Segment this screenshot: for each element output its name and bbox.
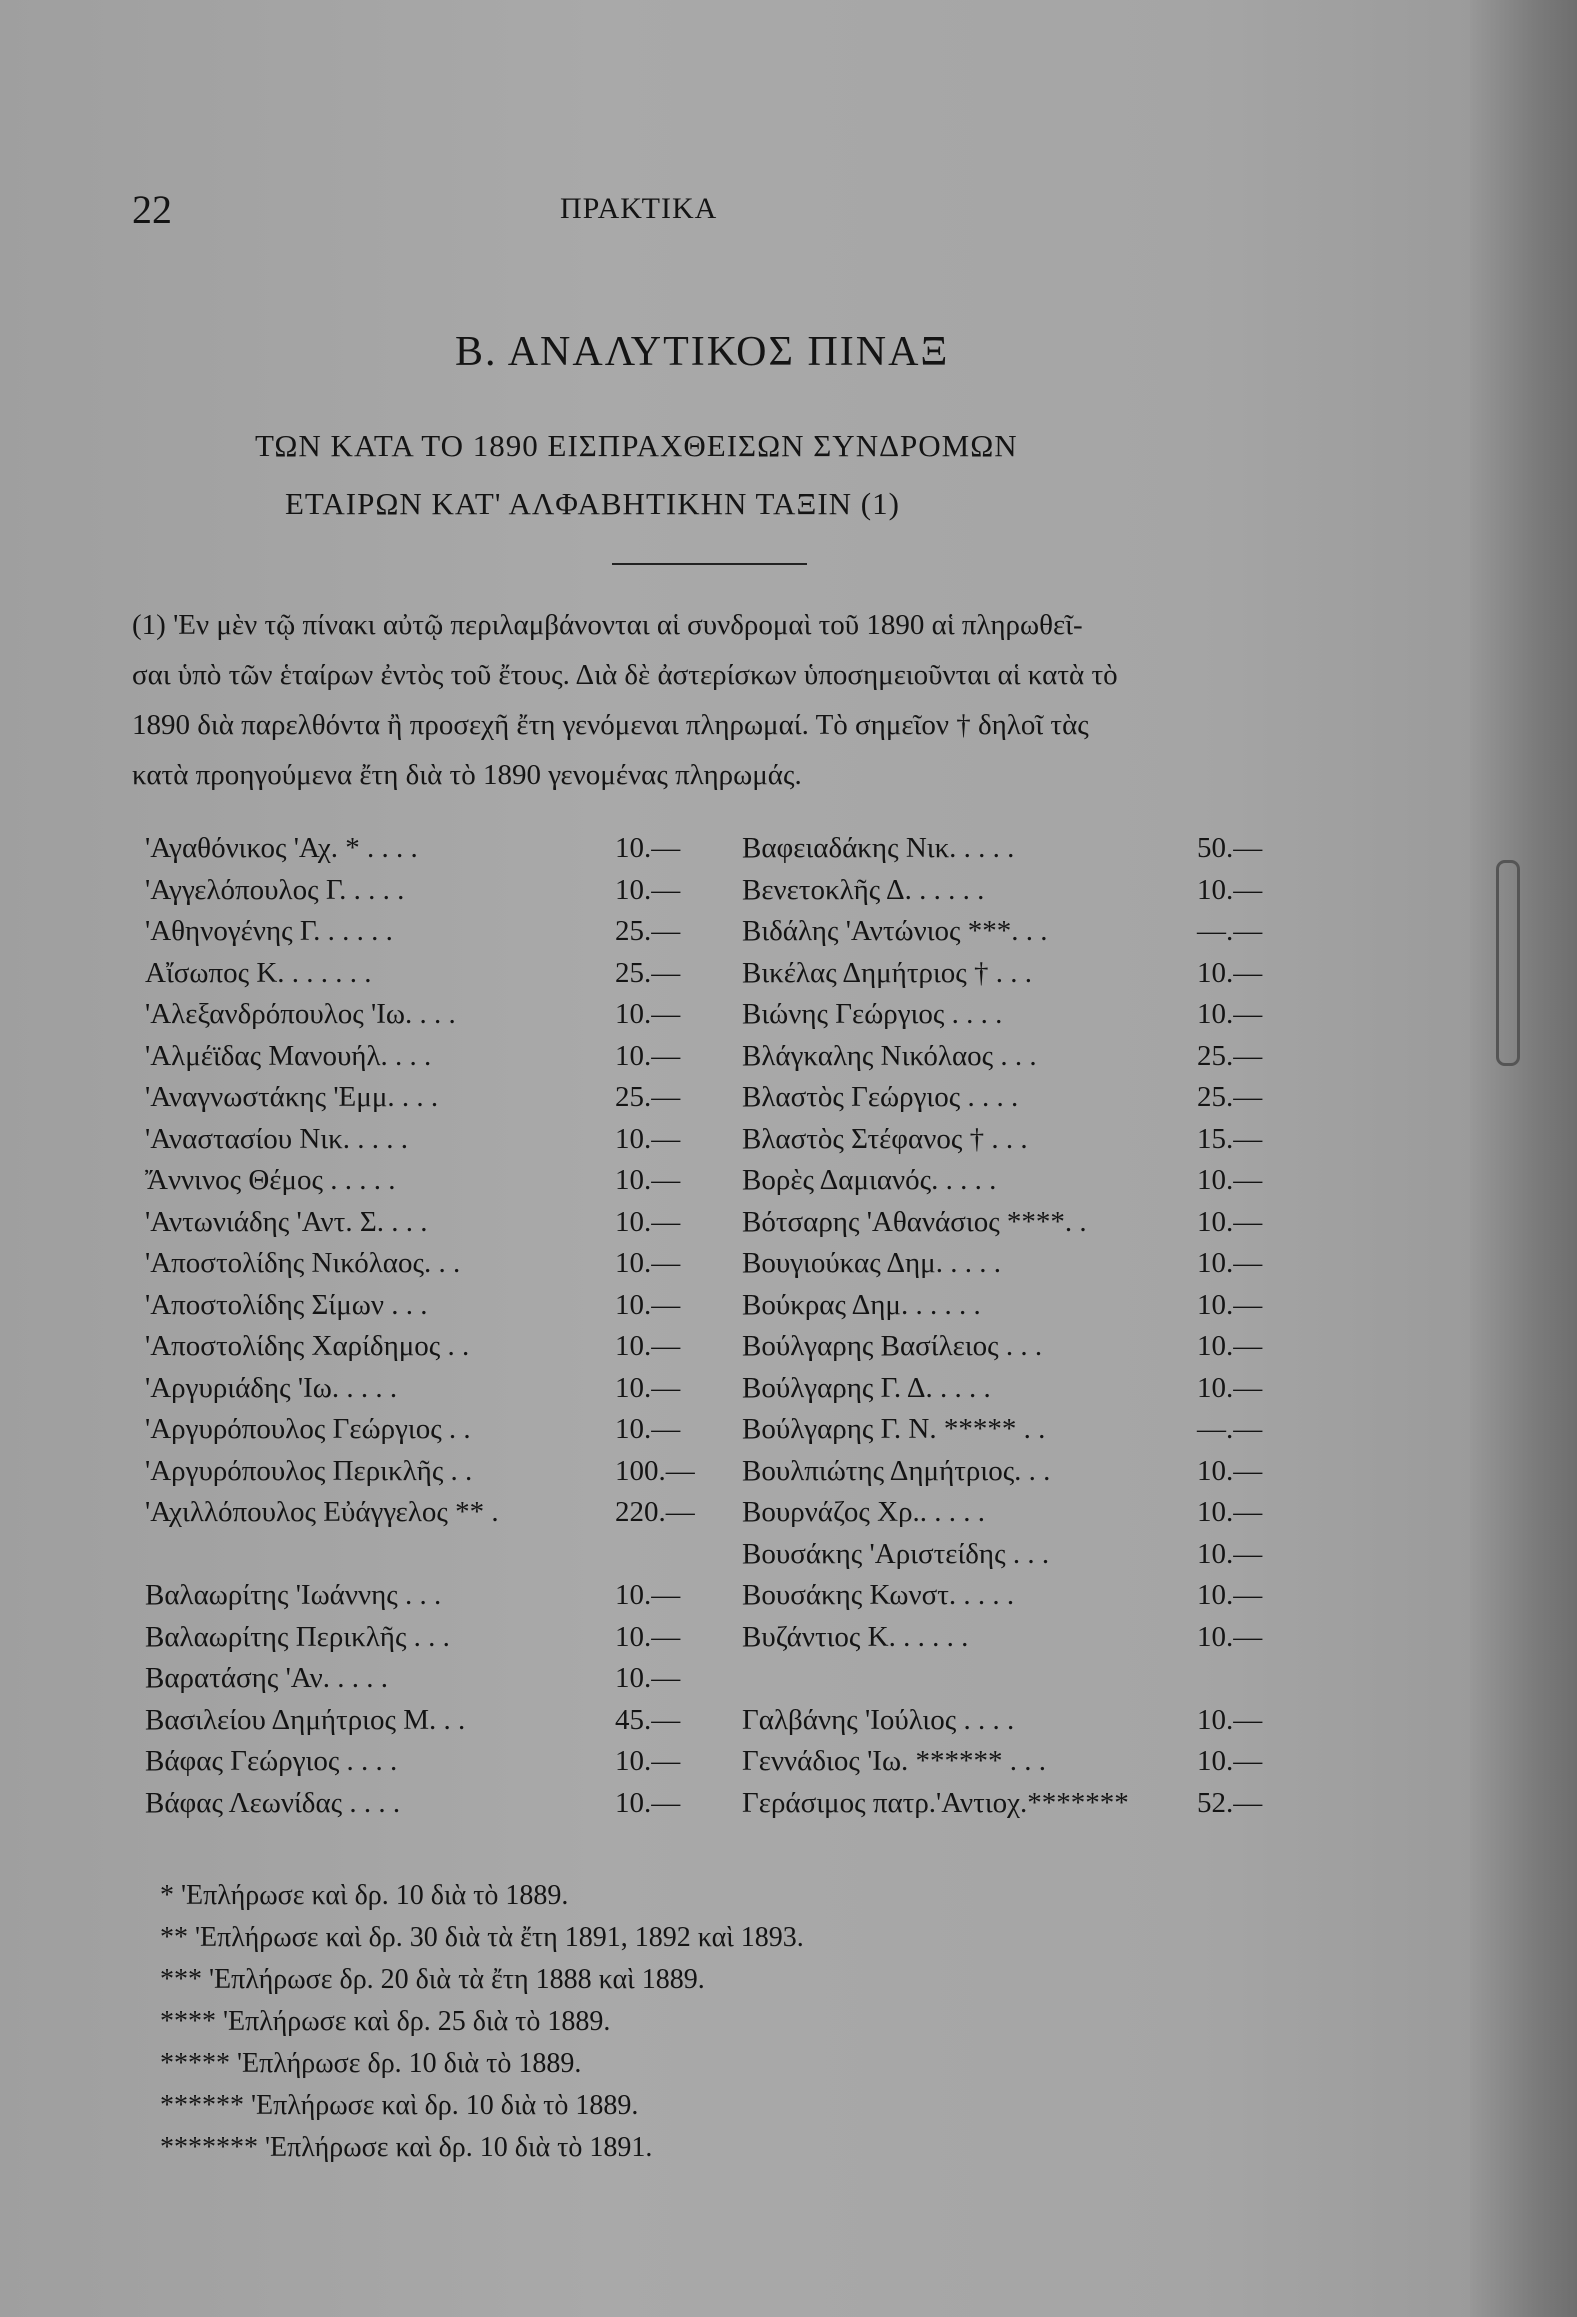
subscription-amount: 10.— [615, 1371, 681, 1404]
subtitle-line-2: ΕΤΑΙΡΩΝ ΚΑΤ' ΑΛΦΑΒΗΤΙΚΗΝ ΤΑΞΙΝ (1) [285, 486, 900, 521]
subscription-amount: 10.— [1197, 1703, 1263, 1736]
subscription-amount: 10.— [615, 1579, 681, 1611]
subscription-amount: 25.— [1197, 1081, 1263, 1113]
intro-note [132, 600, 1292, 800]
footnote: * 'Επλήρωσε καὶ δρ. 10 διὰ τὸ 1889. [160, 1880, 569, 1911]
member-name: 'Αργυρόπουλος Περικλῆς . . [145, 1454, 473, 1487]
footnote: **** 'Επλήρωσε καὶ δρ. 25 διὰ τὸ 1889. [160, 2006, 611, 2037]
member-name: Βουσάκης Κωνστ. . . . . [742, 1579, 1015, 1611]
member-name: Βλάγκαλης Νικόλαος . . . [742, 1039, 1037, 1072]
subscription-amount: 10.— [1197, 873, 1263, 906]
subscription-amount: 10.— [615, 1288, 681, 1321]
subscription-amount: 100.— [615, 1454, 695, 1487]
member-name: Βαφειαδάκης Νικ. . . . . [742, 832, 1015, 864]
subscription-amount: 10.— [1197, 1579, 1263, 1611]
subscription-amount: 10.— [615, 1164, 681, 1196]
subscription-amount: 25.— [615, 956, 681, 989]
subscription-amount: 52.— [1197, 1786, 1263, 1819]
divider-rule [612, 563, 807, 565]
subscription-amount: 10.— [1197, 1496, 1263, 1528]
subscription-amount: 15.— [1197, 1122, 1263, 1155]
member-name: Βάφας Λεωνίδας . . . . [145, 1786, 401, 1819]
member-name: Βενετοκλῆς Δ. . . . . . [742, 873, 985, 906]
member-name: Βασιλείου Δημήτριος Μ. . . [145, 1703, 466, 1736]
subscription-amount: 10.— [615, 1413, 681, 1445]
member-name: Βουγιούκας Δημ. . . . . [742, 1247, 1001, 1279]
right-column [742, 832, 1302, 1842]
footnote: *** 'Επλήρωσε δρ. 20 διὰ τὰ ἔτη 1888 καὶ 1889. [160, 1964, 705, 1995]
member-name: 'Αγγελόπουλος Γ. . . . . [145, 873, 405, 906]
subscription-amount: 10.— [615, 1247, 681, 1279]
page-edge [1470, 0, 1577, 2317]
intro-note-line: κατὰ προηγούμενα ἔτη διὰ τὸ 1890 γενομένας πληρωμάς. [132, 759, 802, 791]
subscription-amount: 10.— [615, 873, 681, 906]
member-name: 'Αχιλλόπουλος Εὐάγγελος ** . [145, 1496, 499, 1528]
subscription-amount: 10.— [1197, 998, 1263, 1030]
footnote: ***** 'Επλήρωσε δρ. 10 διὰ τὸ 1889. [160, 2048, 582, 2079]
member-name: Γεράσιμος πατρ.'Αντιοχ.******* [742, 1786, 1129, 1819]
member-name: 'Αποστολίδης Χαρίδημος . . [145, 1330, 470, 1362]
member-name: 'Αργυριάδης 'Ιω. . . . . [145, 1371, 398, 1404]
member-name: Βυζάντιος Κ. . . . . . [742, 1620, 969, 1653]
member-name: Γεννάδιος 'Ιω. ****** . . . [742, 1745, 1047, 1777]
member-name: Ἄννινος Θέμος . . . . . [145, 1164, 396, 1196]
subscription-amount: 10.— [1197, 1288, 1263, 1321]
subscription-amount: 10.— [1197, 956, 1263, 989]
subscription-amount: 10.— [1197, 1330, 1263, 1362]
intro-note-line: 1890 διὰ παρελθόντα ἢ προσεχῆ ἔτη γενόμεναι πληρωμαί. Τὸ σημεῖον † δηλοῖ τὰς [132, 709, 1089, 741]
member-name: Βιδάλης 'Αντώνιος ***. . . [742, 915, 1048, 947]
member-name: 'Αναγνωστάκης 'Εμμ. . . . [145, 1081, 439, 1113]
subscription-amount: 10.— [615, 1330, 681, 1362]
subscription-amount: 10.— [615, 998, 681, 1030]
member-name: Βούκρας Δημ. . . . . . [742, 1288, 981, 1321]
subscription-amount: 10.— [615, 1662, 681, 1694]
member-name: Βλαστὸς Γεώργιος . . . . [742, 1081, 1019, 1113]
subscription-amount: 10.— [615, 1786, 681, 1819]
intro-note-line: (1) 'Εν μὲν τῷ πίνακι αὐτῷ περιλαμβάνονται αἱ συνδρομαὶ τοῦ 1890 αἱ πληρωθεῖ- [132, 609, 1083, 641]
member-name: Βικέλας Δημήτριος † . . . [742, 956, 1033, 989]
member-name: 'Αποστολίδης Σίμων . . . [145, 1288, 428, 1321]
subscription-amount: 10.— [615, 832, 681, 864]
running-header: ΠΡΑΚΤΙΚΑ [560, 192, 718, 225]
member-name: Βούλγαρης Γ. Ν. ***** . . [742, 1413, 1046, 1445]
footnote: ** 'Επλήρωσε καὶ δρ. 30 διὰ τὰ ἔτη 1891, 1892 καὶ 1893. [160, 1922, 804, 1953]
member-name: Βαλαωρίτης 'Ιωάννης . . . [145, 1579, 442, 1611]
intro-note-line: σαι ὑπὸ τῶν ἑταίρων ἐντὸς τοῦ ἔτους. Διὰ δὲ ἀστερίσκων ὑποσημειοῦνται αἱ κατὰ τὸ [132, 659, 1118, 691]
subscription-amount: 25.— [615, 915, 681, 947]
member-name: Βορὲς Δαμιανός. . . . . [742, 1164, 997, 1196]
subscription-amount: —.— [1197, 915, 1263, 947]
member-name: Βούλγαρης Γ. Δ. . . . . [742, 1371, 991, 1404]
member-name: Βιώνης Γεώργιος . . . . [742, 998, 1003, 1030]
page-title: Β. ΑΝΑΛΥΤΙΚΟΣ ΠΙΝΑΞ [455, 329, 950, 375]
member-name: 'Αποστολίδης Νικόλαος. . . [145, 1247, 461, 1279]
subscription-amount: 220.— [615, 1496, 695, 1528]
member-name: Βότσαρης 'Αθανάσιος ****. . [742, 1205, 1087, 1238]
member-name: 'Αργυρόπουλος Γεώργιος . . [145, 1413, 471, 1445]
subscription-amount: 25.— [615, 1081, 681, 1113]
member-name: 'Αθηνογένης Γ. . . . . . [145, 915, 393, 947]
page-number: 22 [132, 187, 172, 232]
subtitle-line-1: ΤΩΝ ΚΑΤΑ ΤΟ 1890 ΕΙΣΠΡΑΧΘΕΙΣΩΝ ΣΥΝΔΡΟΜΩΝ [255, 428, 1018, 463]
member-name: Βαλαωρίτης Περικλῆς . . . [145, 1620, 450, 1653]
member-name: Βάφας Γεώργιος . . . . [145, 1745, 398, 1777]
subscription-amount: 10.— [615, 1039, 681, 1072]
subscription-amount: 10.— [615, 1122, 681, 1155]
paper-clip [1496, 860, 1520, 1066]
member-name: Βουρνάζος Χρ.. . . . . [742, 1496, 986, 1528]
member-name: 'Αντωνιάδης 'Αντ. Σ. . . . [145, 1205, 428, 1238]
subscription-amount: 10.— [1197, 1745, 1263, 1777]
subscription-amount: 10.— [615, 1205, 681, 1238]
member-name: 'Αλεξανδρόπουλος 'Ιω. . . . [145, 998, 456, 1030]
member-name: Βουλπιώτης Δημήτριος. . . [742, 1454, 1051, 1487]
member-name: Βουσάκης 'Αριστείδης . . . [742, 1537, 1050, 1570]
subscription-amount: —.— [1197, 1413, 1263, 1445]
subscription-amount: 10.— [615, 1745, 681, 1777]
member-name: Βούλγαρης Βασίλειος . . . [742, 1330, 1043, 1362]
subscription-amount: 10.— [1197, 1537, 1263, 1570]
footnote: ****** 'Επλήρωσε καὶ δρ. 10 διὰ τὸ 1889. [160, 2090, 639, 2121]
member-name: 'Αγαθόνικος 'Αχ. * . . . . [145, 832, 418, 864]
member-name: 'Αναστασίου Νικ. . . . . [145, 1122, 408, 1155]
member-name: Βαρατάσης 'Αν. . . . . [145, 1662, 388, 1694]
member-name: Βλαστὸς Στέφανος † . . . [742, 1122, 1028, 1155]
subscription-amount: 10.— [1197, 1371, 1263, 1404]
subscription-amount: 45.— [615, 1703, 681, 1736]
subscription-amount: 25.— [1197, 1039, 1263, 1072]
subscription-amount: 50.— [1197, 832, 1263, 864]
member-name: Αἴσωπος Κ. . . . . . . [145, 956, 372, 989]
subscription-amount: 10.— [615, 1620, 681, 1653]
footnote: ******* 'Επλήρωσε καὶ δρ. 10 διὰ τὸ 1891. [160, 2132, 653, 2163]
subscription-amount: 10.— [1197, 1164, 1263, 1196]
left-column [145, 832, 705, 1842]
footnotes [160, 1875, 804, 2169]
subscription-amount: 10.— [1197, 1620, 1263, 1653]
subscription-amount: 10.— [1197, 1454, 1263, 1487]
member-name: Γαλβάνης 'Ιούλιος . . . . [742, 1703, 1015, 1736]
subscription-amount: 10.— [1197, 1247, 1263, 1279]
member-name: 'Αλμέϊδας Μανουήλ. . . . [145, 1039, 432, 1072]
subscription-amount: 10.— [1197, 1205, 1263, 1238]
